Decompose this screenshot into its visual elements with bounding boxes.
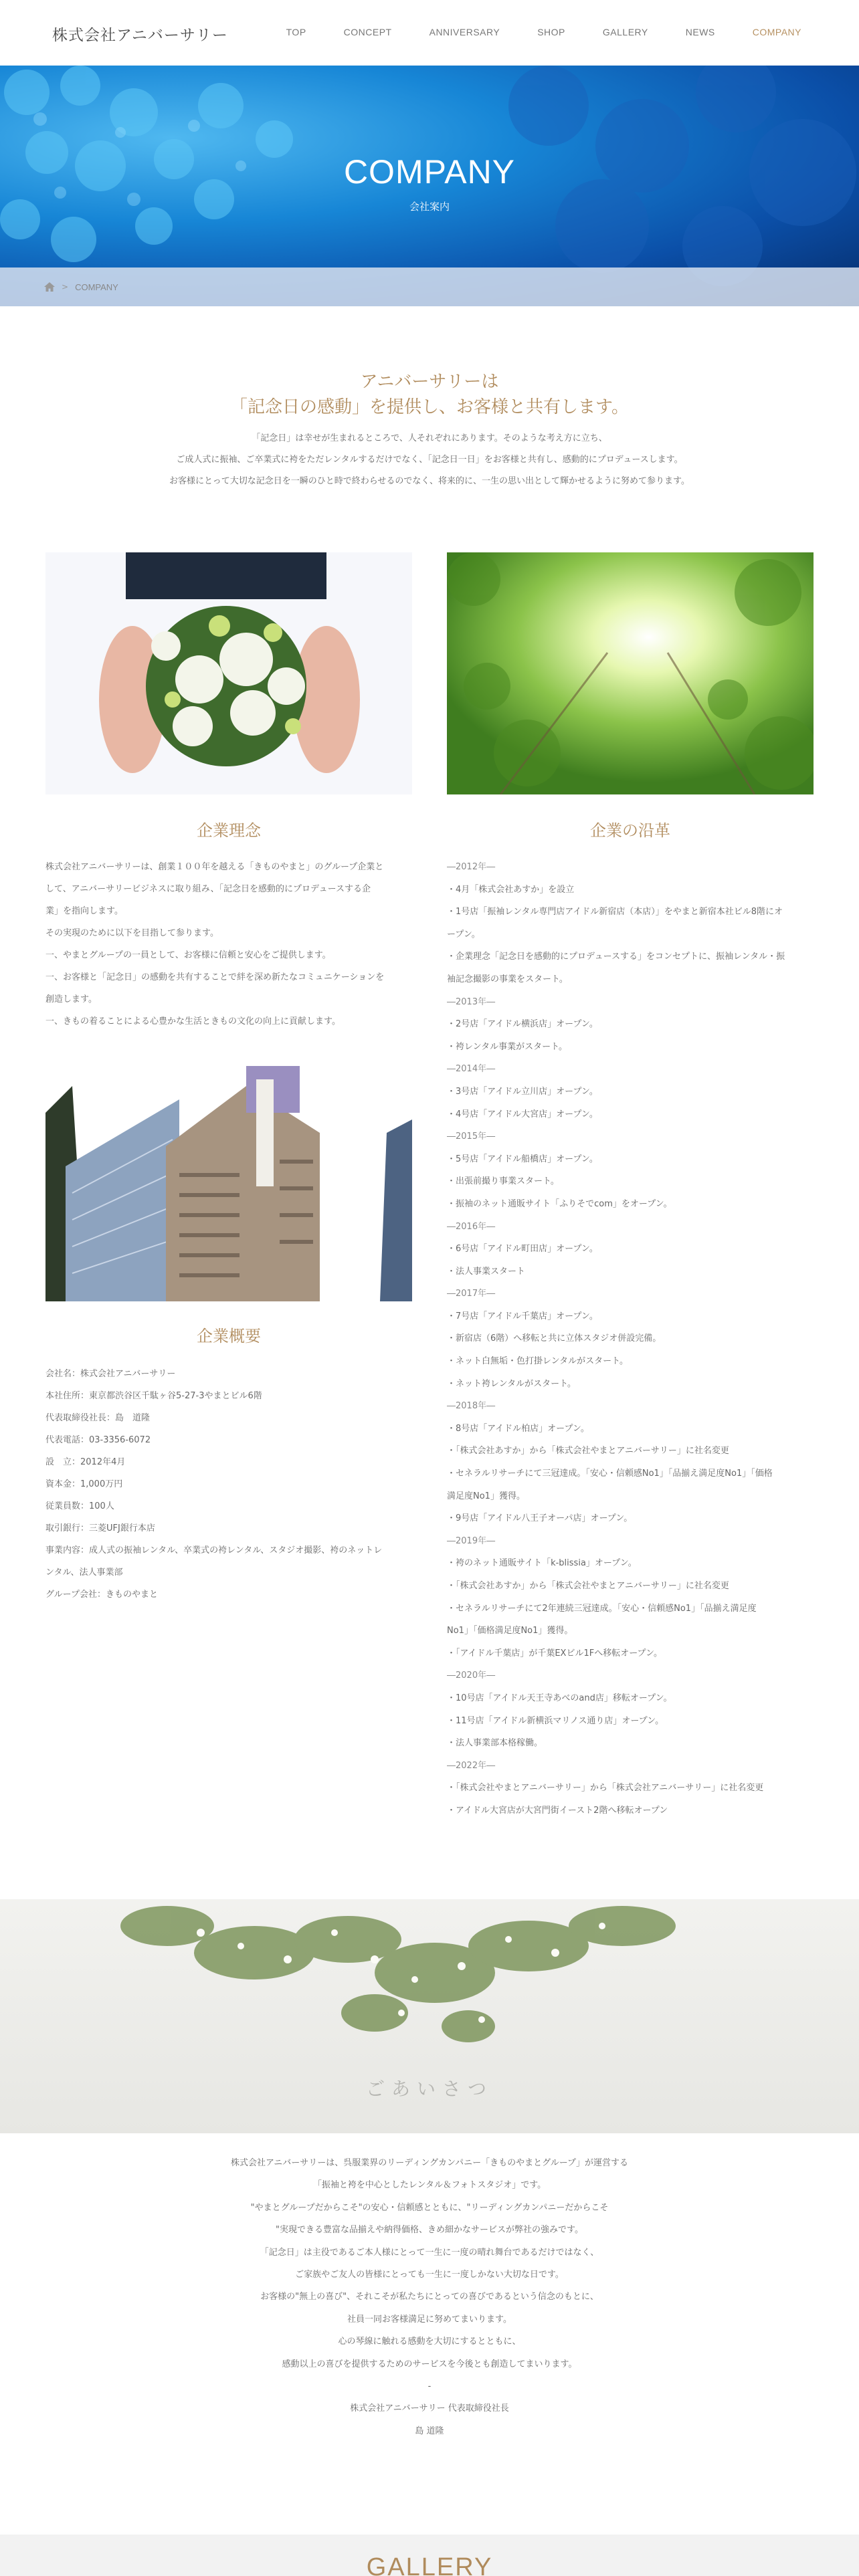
lead-text — [0, 428, 859, 492]
text-line: 会社名：株式会社アニバーサリー — [45, 1369, 176, 1379]
history-item: ・8号店「アイドル柏店」オープン。 — [447, 1423, 589, 1434]
greeting-title: ごあいさつ — [365, 2078, 493, 2100]
signature-title: 株式会社アニバーサリー 代表取締役社長 — [350, 2403, 509, 2414]
history-item: ・アイドル大宮店が大宮門街イースト2階へ移転オープン — [447, 1805, 668, 1816]
profile-text — [45, 1363, 412, 1606]
history-item: ・企業理念「記念日を感動的にプロデュースする」をコンセプトに、振袖レンタル・振 — [447, 952, 785, 962]
home-icon[interactable] — [44, 282, 55, 292]
history-year: ―2019年― — [447, 1535, 496, 1546]
history-title: 企業の沿革 — [590, 821, 670, 840]
history-item: 満足度No1」獲得。 — [447, 1491, 525, 1501]
site-header — [0, 0, 859, 66]
greeting-text — [0, 2152, 859, 2442]
history-item: ・袴レンタル事業がスタート。 — [447, 1041, 567, 1052]
text-line: "実現できる豊富な品揃えや納得価格、きめ細かなサービスが弊社の強みです。 — [276, 2225, 583, 2236]
breadcrumb — [0, 267, 859, 306]
history-item: ・ネット白無垢・色打掛レンタルがスタート。 — [447, 1356, 628, 1367]
lead-line: お客様にとって大切な記念日を一瞬のひと時で終わらせるのでなく、将来的に、一生の思い出として輝かせるように努めて参ります。 — [169, 476, 690, 486]
history-item: 袖記念撮影の事業をスタート。 — [447, 974, 568, 984]
history-item: ・3号店「アイドル立川店」オープン。 — [447, 1086, 598, 1097]
history-item: ・「株式会社やまとアニバーサリー」から「株式会社アニバーサリー」に社名変更 — [447, 1783, 764, 1794]
bouquet-image — [45, 552, 412, 794]
text-line: "やまとグループだからこそ"の安心・信頼感とともに、"リーディングカンパニーだからこそ — [250, 2202, 609, 2213]
text-line: グループ会社：きものやまと — [45, 1590, 158, 1600]
text-line: 一、やまとグループの一員として、お客様に信頼と安心をご提供します。 — [45, 950, 331, 960]
history-item: ・振袖のネット通販サイト「ふりそでcom」をオープン。 — [447, 1198, 672, 1209]
text-line: 業」を指向します。 — [45, 906, 123, 916]
text-line: 従業員数：100人 — [45, 1501, 114, 1511]
history-item: ープン。 — [447, 929, 480, 940]
text-line: - — [427, 2381, 432, 2392]
text-line: 株式会社アニバーサリーは、創業１００年を越える「きものやまと」のグループ企業と — [45, 862, 384, 872]
text-line: 代表電話：03-3356-6072 — [45, 1435, 151, 1445]
nav-top[interactable]: TOP — [286, 27, 306, 37]
history-year: ―2020年― — [447, 1671, 496, 1681]
text-line: 本社住所：東京都渋谷区千駄ヶ谷5-27-3やまとビル6階 — [45, 1391, 262, 1401]
history-item: ・11号店「アイドル新横浜マリノス通り店」オープン。 — [447, 1715, 664, 1726]
nav-gallery[interactable]: GALLERY — [602, 27, 648, 37]
text-line: 感動以上の喜びを提供するためのサービスを今後とも創造してまいります。 — [282, 2359, 577, 2369]
philosophy-title: 企業理念 — [197, 821, 261, 840]
site-logo[interactable]: 株式会社アニバーサリー — [52, 27, 228, 44]
main-nav — [249, 27, 801, 37]
building-image — [45, 1059, 412, 1301]
history-year: ―2012年― — [447, 862, 496, 872]
history-item: ・4月「株式会社あすか」を設立 — [447, 884, 575, 895]
text-line: その実現のために以下を目指して参ります。 — [45, 928, 219, 938]
history-item: ・6号店「アイドル町田店」オープン。 — [447, 1244, 598, 1255]
history-item: ・「アイドル千葉店」が千葉EXビル1Fへ移転オープン。 — [447, 1648, 662, 1658]
text-line: 取引銀行：三菱UFJ銀行本店 — [45, 1523, 155, 1533]
history-item: ・5号店「アイドル船橋店」オープン。 — [447, 1154, 598, 1164]
text-line: 一、きもの着ることによる心豊かな生活ときもの文化の向上に貢献します。 — [45, 1016, 341, 1027]
history-item: ・新宿店（6階）へ移転と共に立体スタジオ併設完備。 — [447, 1333, 662, 1344]
history-year: ―2017年― — [447, 1289, 496, 1299]
text-line: 代表取締役社長：島 道隆 — [45, 1413, 151, 1423]
text-line: 「振袖と袴を中心としたレンタル＆フォトスタジオ」です。 — [312, 2180, 547, 2191]
text-line: 創造します。 — [45, 994, 97, 1004]
history-item: ・1号店「振袖レンタル専門店アイドル新宿店（本店）」をやまと新宿本社ビル8階にオ — [447, 907, 783, 918]
history-item: ・法人事業スタート — [447, 1266, 526, 1277]
forest-image — [447, 552, 814, 794]
history-year: ―2016年― — [447, 1221, 496, 1232]
history-item: ・セネラルリサーチにて2年連続三冠達成。「安心・信頼感No1」「品揃え満足度 — [447, 1603, 757, 1614]
nav-company[interactable]: COMPANY — [752, 27, 801, 37]
history-item: No1」「価格満足度No1」獲得。 — [447, 1626, 573, 1636]
history-item: ・9号店「アイドル八王子オーパ店」オープン。 — [447, 1513, 633, 1524]
text-line: 事業内容：成人式の振袖レンタル、卒業式の袴レンタル、スタジオ撮影、袴のネットレ — [45, 1545, 383, 1555]
lead-heading-1: アニバーサリーは — [360, 372, 499, 392]
text-line: 一、お客様と「記念日」の感動を共有することで絆を深め新たなコミュニケーションを — [45, 972, 385, 982]
lead-line: ご成人式に振袖、ご卒業式に袴をただレンタルするだけでなく、「記念日一日」をお客様と共有し、感動的にプロデュースします。 — [176, 455, 683, 465]
history-item: ・袴のネット通販サイト「k-blissia」オープン。 — [447, 1558, 637, 1569]
page-title: COMPANY — [343, 153, 516, 191]
nav-shop[interactable]: SHOP — [537, 27, 565, 37]
history-item: ・ネット袴レンタルがスタート。 — [447, 1378, 576, 1389]
text-line: 設 立：2012年4月 — [45, 1457, 126, 1467]
history-year: ―2015年― — [447, 1132, 496, 1142]
gallery-section — [0, 2535, 859, 2576]
history-year: ―2013年― — [447, 996, 496, 1007]
history-year: ―2014年― — [447, 1064, 496, 1075]
history-item: ・2号店「アイドル横浜店」オープン。 — [447, 1019, 598, 1030]
text-line: 「記念日」は主役であるご本人様にとって一生に一度の晴れ舞台であるだけではなく、 — [260, 2247, 599, 2258]
history-item: ・法人事業部本格稼働。 — [447, 1738, 543, 1749]
profile-title: 企業概要 — [197, 1327, 261, 1346]
gallery-title: GALLERY — [366, 2553, 493, 2576]
history-year: ―2018年― — [447, 1401, 496, 1412]
text-line: お客様の"無上の喜び"、それこそが私たちにとっての喜びであるという信念のもとに、 — [260, 2292, 599, 2302]
nav-news[interactable]: NEWS — [685, 27, 715, 37]
history-item: ・セネラルリサーチにて三冠達成。「安心・信頼感No1」「品揃え満足度No1」「価格 — [447, 1469, 773, 1479]
text-line: 心の琴線に触れる感動を大切にするとともに、 — [338, 2337, 521, 2347]
philosophy-text — [45, 856, 412, 1033]
text-line: 社員一同お客様満足に努めてまいります。 — [347, 2314, 512, 2325]
text-line: 資本金：1,000万円 — [45, 1479, 123, 1489]
history-item: ・出張前撮り事業スタート。 — [447, 1176, 559, 1187]
history-item: ・10号店「アイドル天王寺あべのand店」移転オープン。 — [447, 1693, 672, 1703]
history-item: ・「株式会社あすか」から「株式会社やまとアニバーサリー」に社名変更 — [447, 1446, 729, 1457]
breadcrumb-current: COMPANY — [75, 282, 118, 292]
page-subtitle: 会社案内 — [409, 201, 450, 213]
nav-anniversary[interactable]: ANNIVERSARY — [429, 27, 500, 37]
text-line: 株式会社アニバーサリーは、呉服業界のリーディングカンパニー「きものやまとグループ」が運営する — [230, 2158, 629, 2168]
text-line: ンタル、法人事業部 — [45, 1568, 123, 1578]
greeting-image — [0, 1899, 859, 2133]
text-line: して、アニバーサリービジネスに取り組み、「記念日を感動的にプロデュースする企 — [45, 884, 371, 894]
signature-name: 島 道隆 — [415, 2426, 444, 2436]
history-list — [447, 856, 814, 1822]
lead-heading-2: 「記念日の感動」を提供し、お客様と共有します。 — [230, 397, 629, 417]
history-item: ・7号店「アイドル千葉店」オープン。 — [447, 1311, 598, 1321]
history-item: ・「株式会社あすか」から「株式会社やまとアニバーサリー」に社名変更 — [447, 1581, 729, 1591]
nav-concept[interactable]: CONCEPT — [343, 27, 392, 37]
history-item: ・4号店「アイドル大宮店」オープン。 — [447, 1109, 598, 1119]
text-line: ご家族やご友人の皆様にとっても一生に一度しかない大切な日です。 — [295, 2270, 564, 2280]
breadcrumb-separator: > — [62, 282, 69, 292]
lead-line: 「記念日」は幸せが生まれるところで、人それぞれにあります。そのような考え方に立ち、 — [252, 433, 607, 443]
history-year: ―2022年― — [447, 1760, 496, 1771]
